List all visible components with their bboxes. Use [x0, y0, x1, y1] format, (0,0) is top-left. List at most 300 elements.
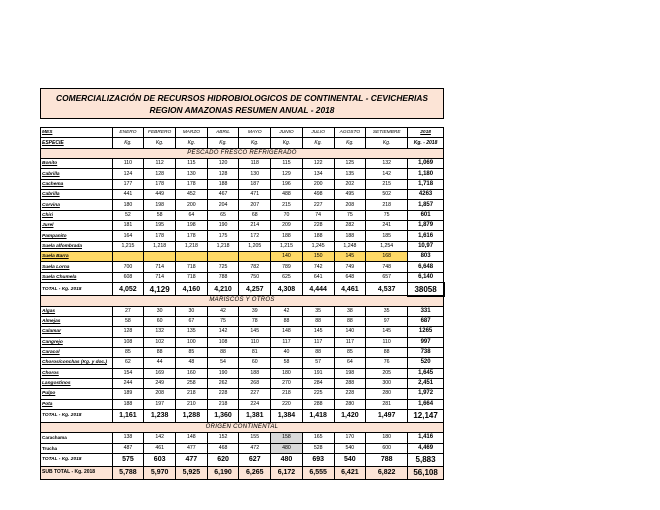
month-header: MARZO — [176, 128, 208, 138]
month-value: 241 — [366, 221, 408, 231]
month-value: 190 — [207, 221, 239, 231]
month-value: 281 — [366, 399, 408, 409]
month-value: 198 — [176, 221, 208, 231]
month-value: 58 — [112, 316, 144, 326]
month-value: 52 — [112, 210, 144, 220]
month-value: 135 — [334, 169, 366, 179]
total-value: 1,418 — [302, 409, 334, 422]
total-value: 4,052 — [112, 283, 144, 296]
species-name: Suela Lorna — [41, 262, 113, 272]
month-header: ENERO — [112, 128, 144, 138]
month-value: 188 — [112, 399, 144, 409]
total-value: 6,190 — [207, 466, 239, 479]
month-value: 1,218 — [144, 241, 176, 251]
species-name: Pulpo — [41, 389, 113, 399]
month-value: 188 — [239, 368, 271, 378]
month-value: 178 — [176, 231, 208, 241]
total-value: 1,288 — [176, 409, 208, 422]
month-value: 154 — [112, 368, 144, 378]
month-value: 188 — [334, 231, 366, 241]
total-value: 1,360 — [207, 409, 239, 422]
total-value: 6,172 — [271, 466, 303, 479]
month-value: 27 — [112, 306, 144, 316]
month-value: 117 — [271, 337, 303, 347]
section-header — [41, 148, 444, 158]
month-value: 76 — [366, 358, 408, 368]
month-value: 718 — [176, 272, 208, 282]
month-value: 189 — [112, 389, 144, 399]
species-name: Suela Chumela — [41, 272, 113, 282]
month-value: 132 — [366, 159, 408, 169]
total-value: 5,925 — [176, 466, 208, 479]
total-value: 627 — [239, 453, 271, 466]
month-value: 198 — [144, 200, 176, 210]
month-value: 124 — [112, 169, 144, 179]
month-value — [176, 252, 208, 262]
month-value: 148 — [176, 433, 208, 443]
month-value: 191 — [302, 368, 334, 378]
month-value: 268 — [239, 378, 271, 388]
month-value: 110 — [112, 159, 144, 169]
month-value: 198 — [334, 368, 366, 378]
unit-cell: Kg. — [112, 138, 144, 148]
month-value: 60 — [144, 316, 176, 326]
annual-total: 1,616 — [408, 231, 444, 241]
month-value: 70 — [271, 210, 303, 220]
month-value: 258 — [176, 378, 208, 388]
annual-total: 803 — [408, 252, 444, 262]
month-value: 145 — [239, 327, 271, 337]
total-value: 1,497 — [366, 409, 408, 422]
month-value: 117 — [302, 337, 334, 347]
total-value: 575 — [112, 453, 144, 466]
month-value: 88 — [302, 316, 334, 326]
month-value: 178 — [176, 179, 208, 189]
month-value: 54 — [207, 358, 239, 368]
month-value: 205 — [366, 368, 408, 378]
data-row — [41, 347, 444, 357]
month-value: 35 — [302, 306, 334, 316]
month-value: 48 — [176, 358, 208, 368]
month-value: 200 — [176, 200, 208, 210]
month-value: 145 — [334, 252, 366, 262]
month-value: 220 — [271, 399, 303, 409]
month-value: 214 — [239, 221, 271, 231]
month-value: 188 — [302, 231, 334, 241]
data-row — [41, 443, 444, 453]
month-value: 1,218 — [176, 241, 208, 251]
section-title: ORIGEN CONTINENTAL — [41, 422, 444, 432]
month-value: 452 — [176, 190, 208, 200]
data-row — [41, 252, 444, 262]
data-row — [41, 221, 444, 231]
month-value: 58 — [271, 358, 303, 368]
section-header — [41, 422, 444, 432]
total-label: SUB TOTAL - Kg. 2018 — [41, 466, 113, 479]
month-value: 178 — [144, 231, 176, 241]
month-value: 495 — [334, 190, 366, 200]
total-value: 4,210 — [207, 283, 239, 296]
month-value: 42 — [207, 306, 239, 316]
pescado-total-row — [41, 283, 444, 296]
month-value: 88 — [271, 316, 303, 326]
month-value: 118 — [239, 159, 271, 169]
month-value: 657 — [366, 272, 408, 282]
month-value: 148 — [271, 327, 303, 337]
month-value: 209 — [271, 221, 303, 231]
unit-row — [41, 138, 444, 148]
month-header: MAYO — [239, 128, 271, 138]
annual-total: 4263 — [408, 190, 444, 200]
total-value: 4,160 — [176, 283, 208, 296]
month-value: 125 — [334, 159, 366, 169]
month-value: 1,245 — [302, 241, 334, 251]
year-header: 2018 — [408, 128, 444, 138]
month-value: 748 — [366, 262, 408, 272]
species-name: Cabrilla — [41, 169, 113, 179]
month-value: 134 — [302, 169, 334, 179]
unit-cell: Kg. — [207, 138, 239, 148]
total-value: 5,788 — [112, 466, 144, 479]
month-value: 480 — [271, 443, 303, 453]
total-label: TOTAL - Kg. 2018 — [41, 409, 113, 422]
month-value: 1,215 — [271, 241, 303, 251]
annual-grand-total: 5,883 — [408, 453, 444, 466]
month-value: 185 — [366, 231, 408, 241]
month-value — [239, 252, 271, 262]
month-value: 625 — [271, 272, 303, 282]
month-value: 280 — [366, 389, 408, 399]
data-row — [41, 433, 444, 443]
species-name: Choros — [41, 368, 113, 378]
month-value: 42 — [271, 306, 303, 316]
annual-total: 6,648 — [408, 262, 444, 272]
month-value: 218 — [366, 200, 408, 210]
month-value: 138 — [112, 433, 144, 443]
month-value: 608 — [112, 272, 144, 282]
annual-total: 2,451 — [408, 378, 444, 388]
total-value: 540 — [334, 453, 366, 466]
month-value: 1,248 — [334, 241, 366, 251]
month-value: 280 — [334, 399, 366, 409]
month-value: 88 — [207, 347, 239, 357]
month-value: 487 — [112, 443, 144, 453]
month-value: 1,218 — [207, 241, 239, 251]
month-value: 600 — [366, 443, 408, 453]
species-name: Bonito — [41, 159, 113, 169]
annual-total: 601 — [408, 210, 444, 220]
month-value: 85 — [112, 347, 144, 357]
month-value: 180 — [112, 200, 144, 210]
month-value: 788 — [207, 272, 239, 282]
month-value: 244 — [112, 378, 144, 388]
data-row — [41, 241, 444, 251]
month-value — [144, 252, 176, 262]
total-value: 1,420 — [334, 409, 366, 422]
month-header: AGOSTO — [334, 128, 366, 138]
month-value: 284 — [302, 378, 334, 388]
section-title: MARISCOS Y OTROS — [41, 296, 444, 306]
month-value: 218 — [207, 399, 239, 409]
data-row — [41, 306, 444, 316]
annual-total: 1,718 — [408, 179, 444, 189]
month-value: 64 — [334, 358, 366, 368]
annual-grand-total: 38058 — [408, 283, 444, 296]
data-row — [41, 190, 444, 200]
month-value: 170 — [334, 433, 366, 443]
month-value: 218 — [176, 389, 208, 399]
month-value: 57 — [302, 358, 334, 368]
month-value: 641 — [302, 272, 334, 282]
month-value: 152 — [207, 433, 239, 443]
annual-total: 1,664 — [408, 399, 444, 409]
species-name: Calamar — [41, 327, 113, 337]
summary-table — [40, 127, 444, 480]
month-value: 135 — [176, 327, 208, 337]
month-value: 44 — [144, 358, 176, 368]
month-value: 180 — [271, 368, 303, 378]
annual-total: 1,069 — [408, 159, 444, 169]
month-value: 1,215 — [112, 241, 144, 251]
month-value: 110 — [239, 337, 271, 347]
annual-total: 1,416 — [408, 433, 444, 443]
month-value: 85 — [176, 347, 208, 357]
month-value: 168 — [366, 252, 408, 262]
total-value: 693 — [302, 453, 334, 466]
month-value: 225 — [302, 389, 334, 399]
data-row — [41, 159, 444, 169]
month-value: 502 — [366, 190, 408, 200]
month-value: 140 — [271, 252, 303, 262]
month-value: 195 — [144, 221, 176, 231]
data-row — [41, 231, 444, 241]
month-value: 188 — [207, 179, 239, 189]
total-value: 4,537 — [366, 283, 408, 296]
month-value: 145 — [366, 327, 408, 337]
month-value: 65 — [207, 210, 239, 220]
annual-unit-cell: Kg. - 2018 — [408, 138, 444, 148]
unit-cell: Kg. — [144, 138, 176, 148]
month-value: 270 — [271, 378, 303, 388]
month-value: 150 — [302, 252, 334, 262]
species-name: Trucha — [41, 443, 113, 453]
month-value: 165 — [302, 433, 334, 443]
month-value: 74 — [302, 210, 334, 220]
month-value: 88 — [302, 347, 334, 357]
species-name: Cangrejo — [41, 337, 113, 347]
data-row — [41, 358, 444, 368]
month-value: 68 — [239, 210, 271, 220]
annual-total: 997 — [408, 337, 444, 347]
month-value: 228 — [302, 221, 334, 231]
unit-cell: Kg. — [334, 138, 366, 148]
total-label: TOTAL - Kg. 2018 — [41, 283, 113, 296]
month-value: 228 — [334, 389, 366, 399]
month-value: 461 — [144, 443, 176, 453]
month-value: 181 — [112, 221, 144, 231]
species-name: Pampanito — [41, 231, 113, 241]
month-value: 202 — [334, 179, 366, 189]
data-row — [41, 179, 444, 189]
total-value: 1,238 — [144, 409, 176, 422]
total-value: 6,822 — [366, 466, 408, 479]
month-value: 782 — [239, 262, 271, 272]
month-value: 196 — [271, 179, 303, 189]
data-row — [41, 262, 444, 272]
total-value: 6,265 — [239, 466, 271, 479]
unit-cell: Kg. — [302, 138, 334, 148]
month-value: 58 — [144, 210, 176, 220]
data-row — [41, 337, 444, 347]
month-value: 190 — [207, 368, 239, 378]
month-value: 30 — [144, 306, 176, 316]
species-name: Almejas — [41, 316, 113, 326]
month-value: 75 — [334, 210, 366, 220]
total-value: 480 — [271, 453, 303, 466]
month-value: 441 — [112, 190, 144, 200]
annual-total: 1,857 — [408, 200, 444, 210]
month-value: 208 — [144, 389, 176, 399]
data-row — [41, 272, 444, 282]
month-value — [207, 252, 239, 262]
month-value: 742 — [302, 262, 334, 272]
grand-total-row — [41, 466, 444, 479]
month-value: 67 — [176, 316, 208, 326]
data-row — [41, 327, 444, 337]
month-value: 468 — [207, 443, 239, 453]
annual-total: 10,97 — [408, 241, 444, 251]
unit-cell: Kg. — [239, 138, 271, 148]
month-header-row — [41, 128, 444, 138]
month-value: 128 — [207, 169, 239, 179]
species-name: Chiri — [41, 210, 113, 220]
month-value: 208 — [334, 200, 366, 210]
total-value: 4,444 — [302, 283, 334, 296]
month-value: 75 — [366, 210, 408, 220]
month-value: 60 — [239, 358, 271, 368]
month-value: 62 — [112, 358, 144, 368]
month-value: 749 — [334, 262, 366, 272]
species-name: Suela Barra — [41, 252, 113, 262]
month-value: 725 — [207, 262, 239, 272]
month-value: 207 — [239, 200, 271, 210]
month-header: SETIEMBRE — [366, 128, 408, 138]
month-value: 488 — [271, 190, 303, 200]
month-value: 714 — [144, 272, 176, 282]
month-value: 81 — [239, 347, 271, 357]
month-header: FEBRERO — [144, 128, 176, 138]
origen-total-row — [41, 453, 444, 466]
month-value — [112, 252, 144, 262]
month-value: 97 — [366, 316, 408, 326]
data-row — [41, 169, 444, 179]
month-value: 227 — [239, 389, 271, 399]
month-value: 262 — [207, 378, 239, 388]
month-value: 300 — [366, 378, 408, 388]
total-value: 5,970 — [144, 466, 176, 479]
month-value: 38 — [334, 306, 366, 316]
title-line-2: REGION AMAZONAS RESUMEN ANUAL - 2018 — [149, 105, 335, 115]
month-value: 115 — [271, 159, 303, 169]
month-value: 175 — [207, 231, 239, 241]
month-value: 718 — [176, 262, 208, 272]
data-row — [41, 200, 444, 210]
month-value: 227 — [302, 200, 334, 210]
month-value: 700 — [112, 262, 144, 272]
mariscos-total-row — [41, 409, 444, 422]
month-value: 288 — [302, 399, 334, 409]
annual-total: 1,972 — [408, 389, 444, 399]
month-value: 40 — [271, 347, 303, 357]
month-header: JULIO — [302, 128, 334, 138]
month-value: 215 — [366, 179, 408, 189]
data-row — [41, 316, 444, 326]
species-name: Choros/conchas (Kg. y doc.) — [41, 358, 113, 368]
month-value: 180 — [366, 433, 408, 443]
total-value: 4,461 — [334, 283, 366, 296]
month-value: 1,254 — [366, 241, 408, 251]
month-value: 155 — [239, 433, 271, 443]
month-value: 100 — [176, 337, 208, 347]
month-value: 64 — [176, 210, 208, 220]
month-value: 528 — [302, 443, 334, 453]
total-value: 4,129 — [144, 283, 176, 296]
month-value: 204 — [207, 200, 239, 210]
total-label: TOTAL - Kg. 2018 — [41, 453, 113, 466]
month-value: 140 — [334, 327, 366, 337]
total-value: 477 — [176, 453, 208, 466]
species-name: Cachema — [41, 179, 113, 189]
month-value: 188 — [271, 231, 303, 241]
month-value: 249 — [144, 378, 176, 388]
month-value: 750 — [239, 272, 271, 282]
annual-total: 520 — [408, 358, 444, 368]
month-value: 218 — [271, 389, 303, 399]
data-row — [41, 378, 444, 388]
section-header — [41, 296, 444, 306]
unit-cell: Kg. — [366, 138, 408, 148]
month-value: 39 — [239, 306, 271, 316]
month-value: 142 — [207, 327, 239, 337]
species-name: Carachama — [41, 433, 113, 443]
total-value: 603 — [144, 453, 176, 466]
month-value: 177 — [112, 179, 144, 189]
month-value: 789 — [271, 262, 303, 272]
species-name: Corvina — [41, 200, 113, 210]
month-value: 282 — [334, 221, 366, 231]
total-value: 1,161 — [112, 409, 144, 422]
data-row — [41, 399, 444, 409]
month-value: 132 — [144, 327, 176, 337]
month-value: 472 — [239, 443, 271, 453]
month-value: 210 — [176, 399, 208, 409]
section-title: PESCADO FRESCO REFRIGERADO — [41, 148, 444, 158]
month-value: 85 — [334, 347, 366, 357]
annual-total: 1,645 — [408, 368, 444, 378]
month-value: 78 — [239, 316, 271, 326]
species-name: Caracol — [41, 347, 113, 357]
month-value: 88 — [366, 347, 408, 357]
month-value: 178 — [144, 179, 176, 189]
month-value: 35 — [366, 306, 408, 316]
month-value: 1,205 — [239, 241, 271, 251]
month-value: 471 — [239, 190, 271, 200]
report-title — [40, 88, 444, 119]
annual-total: 4,469 — [408, 443, 444, 453]
title-line-1: COMERCIALIZACIÓN DE RECURSOS HIDROBIOLOGICOS DE CONTINENTAL - CEVICHERIAS — [56, 93, 428, 103]
total-value: 4,308 — [271, 283, 303, 296]
annual-total: 1,180 — [408, 169, 444, 179]
